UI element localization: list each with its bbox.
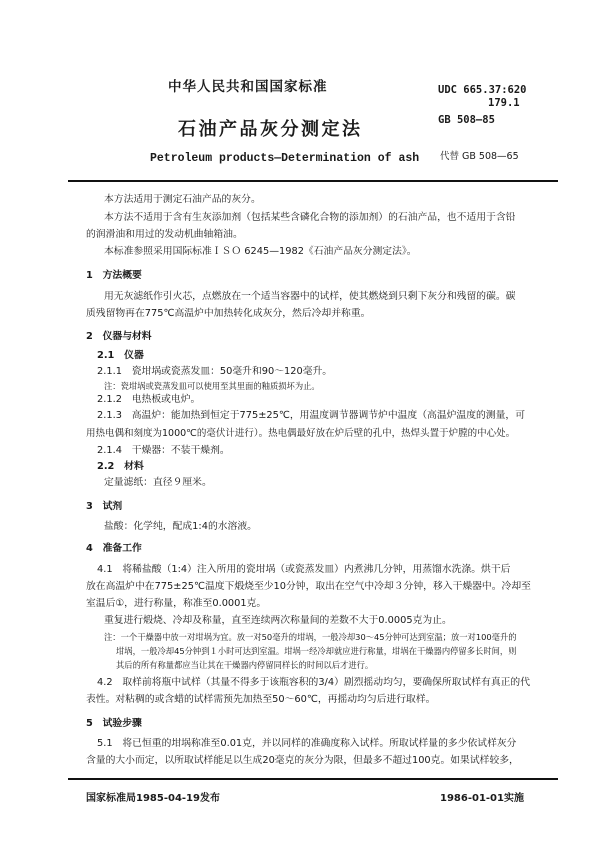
para-4-1-line-2: 放在高温炉中在775±25℃温度下煅烧至少10分钟，取出在空气中冷却３分钟，移入干燥器中。冷却至	[86, 581, 531, 592]
replaces-note: 代替 GB 508—65	[440, 151, 519, 162]
title-english: Petroleum products—Determination of ash	[150, 152, 420, 165]
para-5-1-line-1: 5.1 将已恒重的坩埚称准至0.01克，并以同样的准确度称入试样。所取试样量的多少依试样灰分	[97, 738, 517, 749]
para-4-1-line-4: 重复进行煅烧、冷却及称量，直至连续两次称量间的差数不大于0.0005克为止。	[104, 615, 452, 626]
para-5-1-line-2: 含量的大小而定，以所取试样能足以生成20毫克的灰分为限，但最多不超过100克。如果试样较多，	[86, 755, 519, 766]
title-chinese: 石油产品灰分测定法	[178, 119, 363, 140]
note-4-1-line-1: 注：一个干燥器中放一对坩埚为宜。放一对50毫升的坩埚，一般冷却30～45分钟可达到室温；放一对100毫升的	[104, 632, 517, 642]
item-2-1-2: 2.1.2 电热板或电炉。	[97, 394, 201, 405]
intro-para-2-cont: 的润滑油和用过的发动机曲轴箱油。	[86, 229, 243, 240]
section-5-heading: 5 试验步骤	[86, 718, 142, 729]
subsection-2-1: 2.1 仪器	[97, 350, 144, 361]
effective-date: 1986-01-01实施	[440, 793, 524, 804]
item-2-1-3: 2.1.3 高温炉：能加热到恒定于775±25℃，用温度调节器调节炉中温度（高温炉温度的测量，可	[97, 410, 525, 421]
header-org-title: 中华人民共和国国家标准	[168, 79, 328, 95]
note-4-1-line-3: 其后的所有称量都应当让其在干燥器内停留同样长的时间以后才进行。	[116, 660, 374, 670]
issued-date: 国家标准局1985-04-19发布	[86, 793, 220, 804]
para-4-2-line-2: 表性。对粘稠的或含蜡的试样需预先加热至50～60℃，再摇动均匀后进行取样。	[86, 694, 436, 705]
section-1-heading: 1 方法概要	[86, 270, 142, 281]
udc-code: UDC 665.37:620	[438, 84, 527, 96]
para-4-2-line-1: 4.2 取样前将瓶中试样（其量不得多于该瓶容积的3/4）剧烈摇动均匀，要确保所取试样有真正的代	[97, 677, 531, 688]
intro-para-1: 本方法适用于测定石油产品的灰分。	[104, 194, 261, 205]
header-rule	[68, 180, 558, 182]
udc-code-cont: 179.1	[488, 97, 520, 109]
item-2-1-1: 2.1.1 瓷坩埚或瓷蒸发皿：50毫升和90～120毫升。	[97, 366, 333, 377]
standard-number: GB 508—85	[438, 114, 495, 126]
section-3-heading: 3 试剂	[86, 501, 123, 512]
intro-para-3: 本标准参照采用国际标准ＩＳＯ 6245—1982《石油产品灰分测定法》。	[104, 246, 417, 257]
item-2-1-4: 2.1.4 干燥器：不装干燥剂。	[97, 445, 230, 456]
item-2-1-3-cont: 用热电偶和刻度为1000℃的毫伏计进行）。热电偶最好放在炉后壁的孔中，热焊头置于炉膛的中心处。	[86, 428, 516, 439]
intro-para-2: 本方法不适用于含有生灰添加剂（包括某些含磷化合物的添加剂）的石油产品，也不适用于含铅	[104, 212, 516, 223]
note-2-1-1: 注：瓷坩埚或瓷蒸发皿可以使用至其里面的釉质损坏为止。	[104, 381, 320, 391]
item-2-2: 定量滤纸：直径９厘米。	[104, 477, 212, 488]
section-4-heading: 4 准备工作	[86, 543, 142, 554]
para-4-1-line-1: 4.1 将稀盐酸（1:4）注入所用的瓷坩埚（或瓷蒸发皿）内煮沸几分钟，用蒸馏水洗涤。烘干后	[97, 564, 511, 575]
section-1-line-2: 质残留物再在775℃高温炉中加热转化成灰分，然后冷却并称重。	[86, 308, 371, 319]
section-2-heading: 2 仪器与材料	[86, 331, 152, 342]
para-4-1-line-3: 室温后①，进行称量，称准至0.0001克。	[86, 598, 267, 609]
note-4-1-line-2: 坩埚，一般冷却45分钟到１小时可达到室温。坩埚一经冷却就应进行称量，坩埚在干燥器内停留多长时间，则	[116, 646, 517, 656]
section-1-line-1: 用无灰滤纸作引火芯，点燃放在一个适当容器中的试样，使其燃烧到只剩下灰分和残留的碳。碳	[104, 291, 516, 302]
subsection-2-2: 2.2 材料	[97, 461, 144, 472]
section-3-line: 盐酸：化学纯，配成1:4的水溶液。	[104, 521, 257, 532]
footer-rule	[68, 778, 558, 780]
